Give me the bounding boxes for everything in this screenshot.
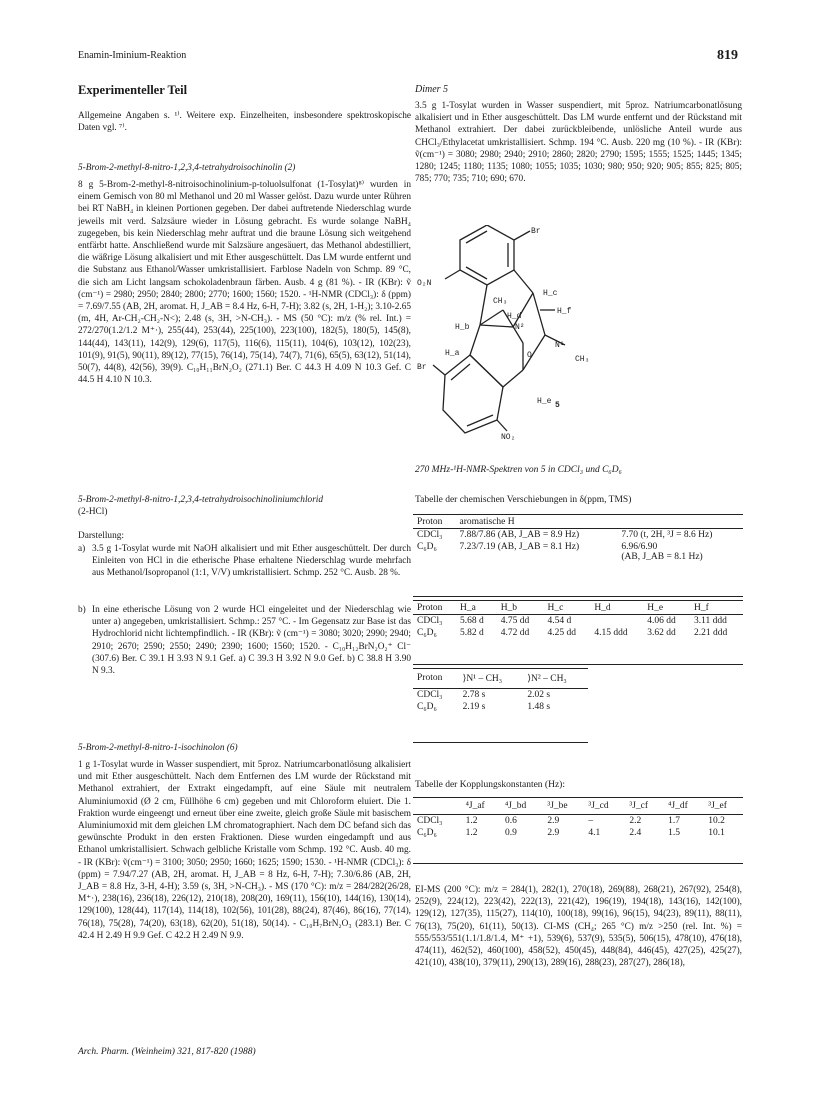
label-no2-bottom: NO₂: [501, 433, 516, 440]
label-no2-left: O₂N: [417, 279, 432, 288]
section-title: Experimenteller Teil: [78, 83, 188, 97]
compound-6-paragraph: 1 g 1-Tosylat wurde in Wasser suspendiert, mit 5proz. Natriumcarbonatlösung alkalisiert und mit Ether ausgeschüttelt. Nach dem Entfernen des LM wurde der Rückstand mit Methanol extrahiert, der Extrakt eingedampft, auf eine Säule mit neutralem Aluminiumoxid (Ø 2 cm, Füllhöhe 6 cm) gegeben und mit Chloroform eluiert. Die 1. Fraktion wurde eingeengt und erneut über eine zweite, gleich große Säule mit basischem Aluminiumoxid mit dem gleichen LM chromatographiert. Nach dem DC befand sich das gewünschte Produkt in den ersten Fraktionen. Diese wurden eingedampft und aus Ethanol umkristallisiert. Schwach gelbliche Kristalle vom Schmp. 192 °C. Ausb. 40 mg. - IR (KBr): ṽ(cm⁻¹) = 3100; 3050; 2950; 1660; 1625; 1590; 1530. - ¹H-NMR (CDCl₃): δ (ppm) = 7.94/7.27 (AB, 2H, aromat. H, J_AB = 8 Hz, 6-H, 7-H); 7.30/6.86 (AB, 2H, J_AB = 8.8 Hz, 3-H, 4-H); 3.59 (s, 3H, >N-CH₃). - MS (170 °C): m/z = 284/282(26/28, M⁺·), 238(16), 236(18), 226(12), 210(18), 208(20), 169(11), 156(10), 144(16), 130(14), 129(100), 128(44), 117(14), 114(18), 102(56), 101(28), 88(24), 87(46), 86(16), 77(14), 76(18), 75(28), 74(20), 63(18), 62(20), 51(18), 50(14). - C₁₀H₇BrN₂O₃ (283.1) Ber. C 42.4 H 2.49 H 9.9 Gef. C 42.2 H 2.49 N 9.9.: [78, 760, 411, 941]
dimer-structure-diagram: [415, 225, 645, 440]
shift-table-caption: Tabelle der chemischen Verschiebungen in δ(ppm, TMS): [415, 495, 632, 505]
table-row: CDCl₃ 7.88/7.86 (AB, J_AB = 8.9 Hz) 7.70 (t, 2H, ³J = 8.6 Hz): [417, 530, 713, 540]
table-row: C₆D₆ 5.82 d 4.72 dd 4.25 dd 4.15 ddd 3.62 dd 2.21 ddd: [417, 628, 728, 638]
item-a-text: 3.5 g 1-Tosylat wurde mit NaOH alkalisiert und mit Ether ausgeschüttelt. Der durch Einleiten von HCl in die etherische Phase erhaltene Niederschlag wurde mehrfach aus Methanol/Isopropanol (1:1, V/V) umkristallisiert. Schmp. 252 °C. Ausb. 28 %.: [92, 544, 411, 579]
label-ha: H_a: [445, 349, 460, 358]
table-row: CDCl₃ 5.68 d 4.75 dd 4.54 d 4.06 dd 3.11 ddd: [417, 616, 727, 626]
aromatic-shift-table: [413, 516, 743, 563]
label-hd: H_d: [507, 312, 522, 321]
compound-2-heading: 5-Brom-2-methyl-8-nitro-1,2,3,4-tetrahydroisochinolin (2): [78, 163, 296, 173]
label-compound-5: 5: [555, 401, 560, 410]
label-br-bottom: Br: [417, 363, 427, 372]
label-hb: H_b: [455, 323, 470, 332]
table-row: C₆D₆ 7.23/7.19 (AB, J_AB = 8.1 Hz) 6.96/6.90 (AB, J_AB = 8.1 Hz): [417, 542, 703, 562]
item-b-label: b): [78, 605, 86, 615]
label-hf: H_f: [557, 307, 572, 316]
coupling-constant-table: ⁴J_af ⁴J_bd ³J_be ³J_cd ³J_cf ⁴J_df ³J_ef CDCl₃ 1.2 0.6 2.9 – 2.2 1.7 10.2 C₆D₆ 1.2 0.9 2.9 4.1 2.4 1.5 10.1: [413, 800, 743, 839]
table-row: CDCl₃ 1.2 0.6 2.9 – 2.2 1.7 10.2: [417, 816, 725, 826]
coupling-table-caption: Tabelle der Kopplungskonstanten (Hz):: [415, 780, 565, 790]
ms-paragraph: EI-MS (200 °C): m/z = 284(1), 282(1), 270(18), 269(88), 268(21), 267(92), 254(8), 252(9), 224(12), 223(42), 222(13), 221(42), 196(19), 194(18), 143(16), 142(100), 129(12), 127(35), 115(27), 114(10), 100(18), 99(16), 96(15), 94(23), 89(11), 88(11), 76(13), 75(20), 61(11), 50(13). CI-MS (CH₄; 265 °C) m/z >250 (rel. Int. %) = 555/553/551(1.1/1.8/1.4, M⁺ +1), 539(6), 537(9), 535(5), 506(15), 478(10), 476(18), 474(11), 462(52), 460(100), 458(52), 450(45), 448(84), 446(45), 427(25), 425(27), 421(10), 438(10), 379(11), 290(13), 289(16), 288(23), 287(27), 286(18),: [415, 885, 742, 969]
table-row: C₆D₆ 2.19 s 1.48 s: [417, 702, 551, 712]
table-row: C₆D₆ 1.2 0.9 2.9 4.1 2.4 1.5 10.1: [417, 828, 725, 838]
journal-footer: Arch. Pharm. (Weinheim) 321, 817-820 (1988): [78, 1047, 256, 1057]
item-a-label: a): [78, 544, 86, 554]
compound-2hcl-heading-b: (2-HCl): [78, 507, 108, 517]
compound-6-heading: 5-Brom-2-methyl-8-nitro-1-isochinolon (6): [78, 743, 238, 753]
item-b-text: In eine etherische Lösung von 2 wurde HCl eingeleitet und der Niederschlag wie unter a) angegeben, umkristallisiert. Schmp.: 257 °C. - Im Gegensatz zur Base ist das Hydrochlorid nicht lichtempfindlich. - IR (KBr): ṽ (cm⁻¹) = 3080; 3020; 2990; 2940; 2910; 2670; 2590; 2550; 2490; 2390; 1600; 1560; 1520. - C₁₀H₁₂BrN₂O₂⁺ Cl⁻ (307.6) Ber. C 39.1 H 3.93 N 9.1 Gef. a) C 39.3 H 3.92 N 9.0 Gef. b) C 38.8 H 3.90 N 9.3.: [92, 605, 411, 677]
table-row: CDCl₃ 2.78 s 2.02 s: [417, 690, 551, 700]
label-hc: H_c: [543, 289, 558, 298]
lower-ring: [443, 355, 503, 433]
compound-2-paragraph: 8 g 5-Brom-2-methyl-8-nitroisochinolinium-p-toluolsulfonat (1-Tosylat)⁸⁾ wurden in einem Gemisch von 80 ml Methanol und 20 ml Wasser gelöst. Dazu wurde unter Rühren bei RT NaBH₄ in kleinen Portionen gegeben. Der dabei auftretende Niederschlag wurde jeweils mit verd. Salzsäure wieder in Lösung gebracht. Es wurde solange NaBH₄ zugegeben, bis kein Niederschlag mehr auftrat und die braune Lösung sich weitgehend entfärbt hatte. Anschließend wurde mit Salzsäure angesäuert, das Methanol abdestilliert, die wäßrige Lösung alkalisiert und mit Ether ausgeschüttelt. Das LM wurde entfernt und die Substanz aus Ethanol/Wasser umkristallisiert. Farblose Nadeln von Schmp. 89 °C, die sich am Licht langsam schokoladenbraun färben. Ausb. 4 g (81 %). - IR (KBr): ṽ (cm⁻¹) = 2980; 2950; 2840; 2800; 2770; 1600; 1560; 1520. - ¹H-NMR (CDCl₃): δ (ppm) = 7.69/7.55 (AB, 2H, aromat. H, J_AB = 8.4 Hz, 6-H, 7-H); 3.82 (s, 2H, 1-H₂); 3.10-2.65 (m, 4H, Ar-CH₂-CH₂-N<); 2.48 (s, 3H, >N-CH₃). - MS (50 °C): m/z (% rel. Int.) = 272/270(1.2/1.2 M⁺·), 255(44), 253(44), 225(100), 223(100), 182(5), 180(5), 145(8), 144(44), 143(11), 142(9), 129(6), 117(5), 116(6), 115(11), 104(6), 103(12), 102(23), 101(9), 91(5), 90(11), 89(12), 77(15), 76(14), 75(14), 74(7), 71(6), 65(5), 63(12), 51(14), 50(7), 44(8), 42(56), 39(9). C₁₀H₁₁BrN₂O₂ (271.1) Ber. C 44.3 H 4.09 N 10.3 Gef. C 44.5 H 4.10 N 10.3.: [78, 180, 411, 386]
label-ch3-top: CH₃: [493, 297, 508, 306]
page-number: 819: [717, 48, 738, 63]
label-he: H_e: [537, 397, 552, 406]
label-n2: N²: [515, 323, 525, 332]
label-n1: N¹: [555, 341, 565, 350]
table-header: Proton: [417, 517, 443, 527]
label-br-top: Br: [531, 227, 541, 236]
methyl-shift-table: Proton ⟩N¹ – CH₃ ⟩N² – CH₃ CDCl₃ 2.78 s 2.02 s C₆D₆ 2.19 s 1.48 s: [413, 672, 588, 713]
running-title: Enamin-Iminium-Reaktion: [78, 50, 187, 61]
intro-paragraph: Allgemeine Angaben s. ¹⁾. Weitere exp. Einzelheiten, insbesondere spektroskopische Daten vgl. ⁷⁾.: [78, 111, 411, 134]
label-ch3-right: CH₃: [575, 355, 590, 364]
darstellung-label: Darstellung:: [78, 531, 124, 541]
proton-shift-table: Proton H_a H_b H_c H_d H_e H_f CDCl₃ 5.68 d 4.75 dd 4.54 d 4.06 dd 3.11 ddd C₆D₆ 5.82 d 4.72 dd 4.25 dd 4.15 ddd 3.62 dd 2.21 ddd: [413, 602, 743, 639]
compound-2hcl-heading: 5-Brom-2-methyl-8-nitro-1,2,3,4-tetrahydroisochinoliniumchlorid: [78, 495, 324, 505]
upper-ring: [460, 225, 514, 285]
label-o: O: [527, 351, 532, 360]
table-header: aromatische H: [459, 517, 515, 527]
nmr-caption: 270 MHz-¹H-NMR-Spektren von 5 in CDCl₃ und C₆D₆: [415, 465, 622, 475]
dimer-title: Dimer 5: [415, 84, 449, 95]
dimer-paragraph: 3.5 g 1-Tosylat wurden in Wasser suspendiert, mit 5proz. Natriumcarbonatlösung alkalisiert und in Ether ausgeschüttelt. Das LM wurde entfernt und der Rückstand mit Methanol extrahiert. Der dabei zurückbleibende, unlösliche Anteil wurde aus CHCl₃/Ethylacetat umkristallisiert. Schmp. 194 °C. Ausb. 220 mg (10 %). - IR (KBr): ṽ(cm⁻¹) = 3080; 2980; 2940; 2910; 2860; 2820; 2790; 1595; 1555; 1525; 1445; 1345; 1280; 1245; 1180; 1135; 1080; 1055; 1035; 1030; 980; 950; 920; 905; 855; 825; 805; 785; 770; 735; 710; 690; 670.: [415, 101, 742, 185]
